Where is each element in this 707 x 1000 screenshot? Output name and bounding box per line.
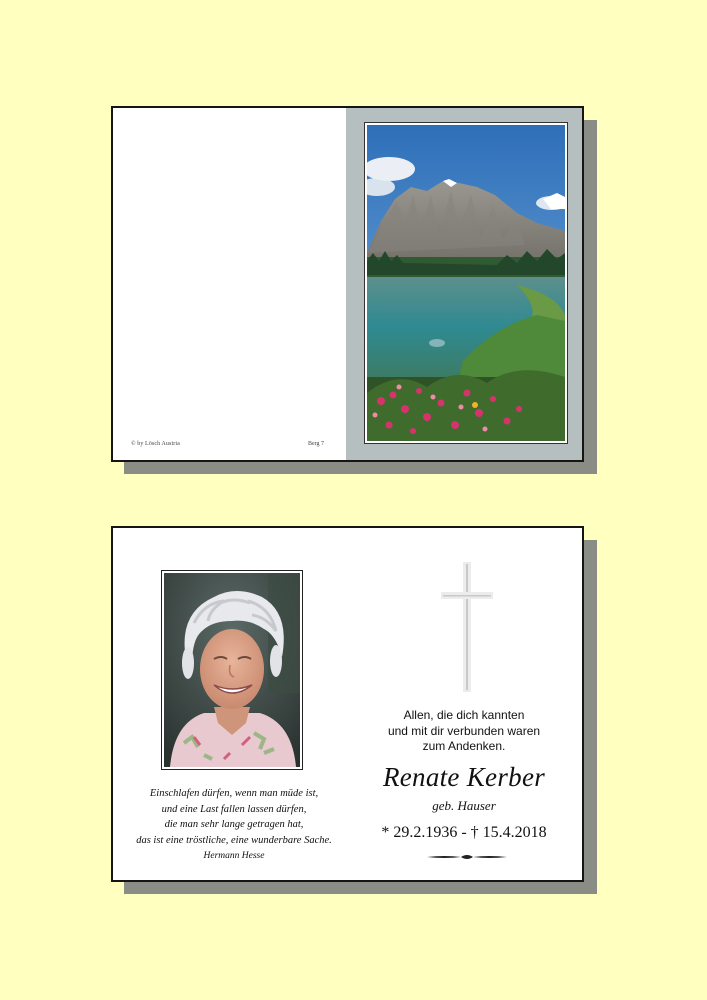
landscape-photo: [364, 122, 568, 444]
card-inside: [111, 526, 584, 882]
poem-line: und eine Last fallen lassen dürfen,: [161, 803, 307, 815]
copyright-text: © by Lösch Austria: [131, 441, 180, 447]
portrait-photo-frame: [161, 570, 303, 770]
birth-name: geb. Hauser: [432, 798, 496, 813]
poem-line: die man sehr lange getragen hat,: [164, 819, 304, 830]
dedication-line: Allen, die dich kannten: [403, 708, 525, 722]
memorial-poem: [121, 786, 347, 865]
card-front: [111, 106, 584, 462]
poem-line: Einschlafen dürfen, wenn man müde ist,: [149, 788, 319, 799]
dedication-text: [353, 708, 575, 755]
life-dates: * 29.2.1936 - † 15.4.2018: [381, 824, 547, 841]
ornament-divider: [425, 852, 509, 862]
alpine-lake-mountain-photo: [367, 125, 565, 441]
portrait-photo: [164, 573, 300, 767]
front-photo-panel: [346, 108, 582, 460]
cross-icon: [439, 560, 495, 694]
poem-line: das ist eine tröstliche, eine wunderbare Sache.: [136, 834, 332, 846]
deceased-name: Renate Kerber: [382, 762, 546, 792]
dedication-line: und mit dir verbunden waren: [387, 723, 541, 738]
dedication-line: zum Andenken.: [422, 739, 506, 753]
card-code: Berg 7: [308, 441, 325, 447]
poem-author: Hermann Hesse: [203, 851, 265, 861]
